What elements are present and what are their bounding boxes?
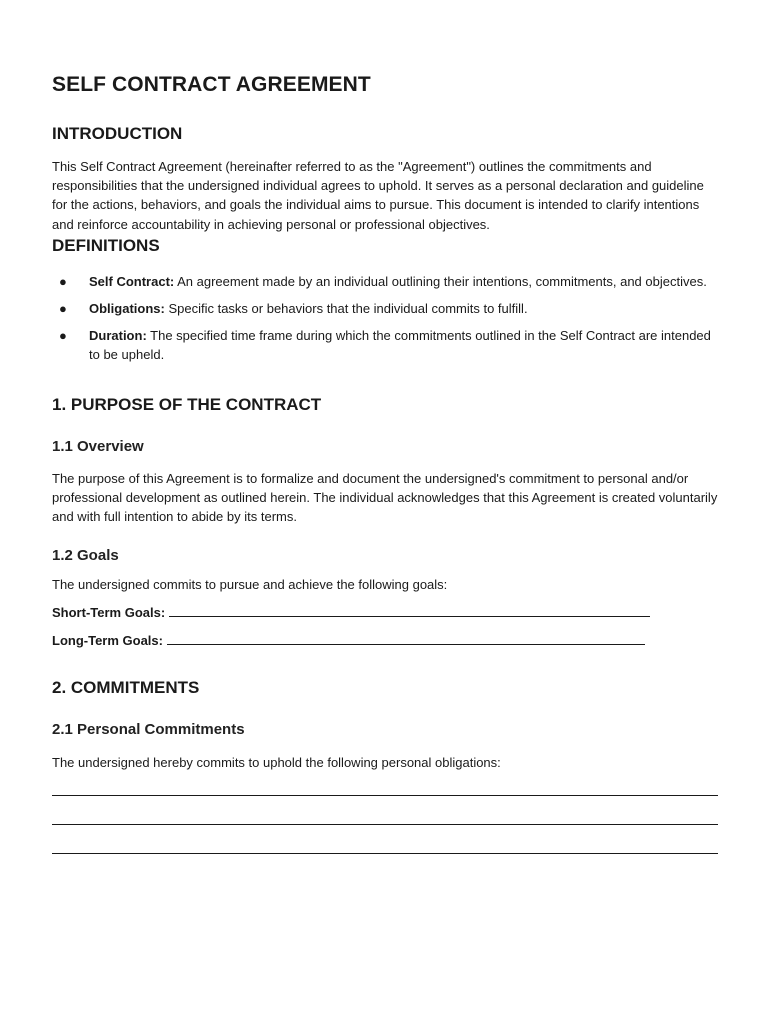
definitions-list — [52, 272, 720, 365]
introduction-text: This Self Contract Agreement (hereinafter referred to as the "Agreement") outlines the commitments and responsibilities that the undersigned individual agrees to uphold. It serves as a personal declaration and guideline for the actions, behaviors, and goals the individual aims to pursue. This document is intended to clarify intentions and reinforce accountability in achieving personal or professional objectives. — [52, 159, 704, 232]
personal-commitments-heading: 2.1 Personal Commitments — [52, 721, 245, 739]
long-term-goals-blank[interactable] — [167, 631, 645, 645]
document-title: SELF CONTRACT AGREEMENT — [52, 73, 371, 96]
definition-term: Duration: — [89, 328, 147, 344]
short-term-goals-label: Short-Term Goals: — [52, 605, 166, 621]
document-page — [52, 70, 720, 882]
commitments-heading: 2. COMMITMENTS — [52, 678, 200, 698]
goals-heading: 1.2 Goals — [52, 547, 119, 565]
personal-commitments-text: The undersigned hereby commits to uphold the following personal obligations: — [52, 755, 501, 771]
introduction-heading: INTRODUCTION — [52, 124, 183, 143]
definitions-heading: DEFINITIONS — [52, 235, 160, 255]
overview-text: The purpose of this Agreement is to formalize and document the undersigned's commitment to personal and/or professional development as outlined herein. The individual acknowledges that this Agreement is created voluntarily and with full intention to abide by its terms. — [52, 470, 718, 525]
bullet-icon: ● — [59, 328, 67, 344]
definition-text: The specified time frame during which the commitments outlined in the Self Contract are intended to be upheld. — [89, 328, 711, 363]
purpose-heading: 1. PURPOSE OF THE CONTRACT — [52, 394, 322, 414]
long-term-goals-label: Long-Term Goals: — [52, 633, 163, 649]
bullet-icon: ● — [59, 273, 67, 289]
definition-term: Self Contract: — [89, 273, 175, 289]
definition-text: An agreement made by an individual outlining their intentions, commitments, and objectives. — [174, 273, 707, 289]
definition-item — [52, 272, 720, 291]
definition-term: Obligations: — [89, 301, 165, 317]
short-term-goals-field[interactable] — [52, 603, 720, 622]
short-term-goals-blank[interactable] — [169, 603, 650, 617]
definition-text: Specific tasks or behaviors that the individual commits to fulfill. — [164, 301, 528, 317]
definition-item — [52, 326, 720, 364]
commitment-blank-line[interactable] — [52, 824, 718, 825]
definition-item — [52, 299, 720, 318]
long-term-goals-field[interactable] — [52, 631, 720, 650]
goals-text: The undersigned commits to pursue and achieve the following goals: — [52, 577, 448, 593]
bullet-icon: ● — [59, 301, 67, 317]
overview-heading: 1.1 Overview — [52, 437, 144, 455]
commitment-blank-line[interactable] — [52, 795, 718, 796]
commitment-blank-line[interactable] — [52, 853, 718, 854]
